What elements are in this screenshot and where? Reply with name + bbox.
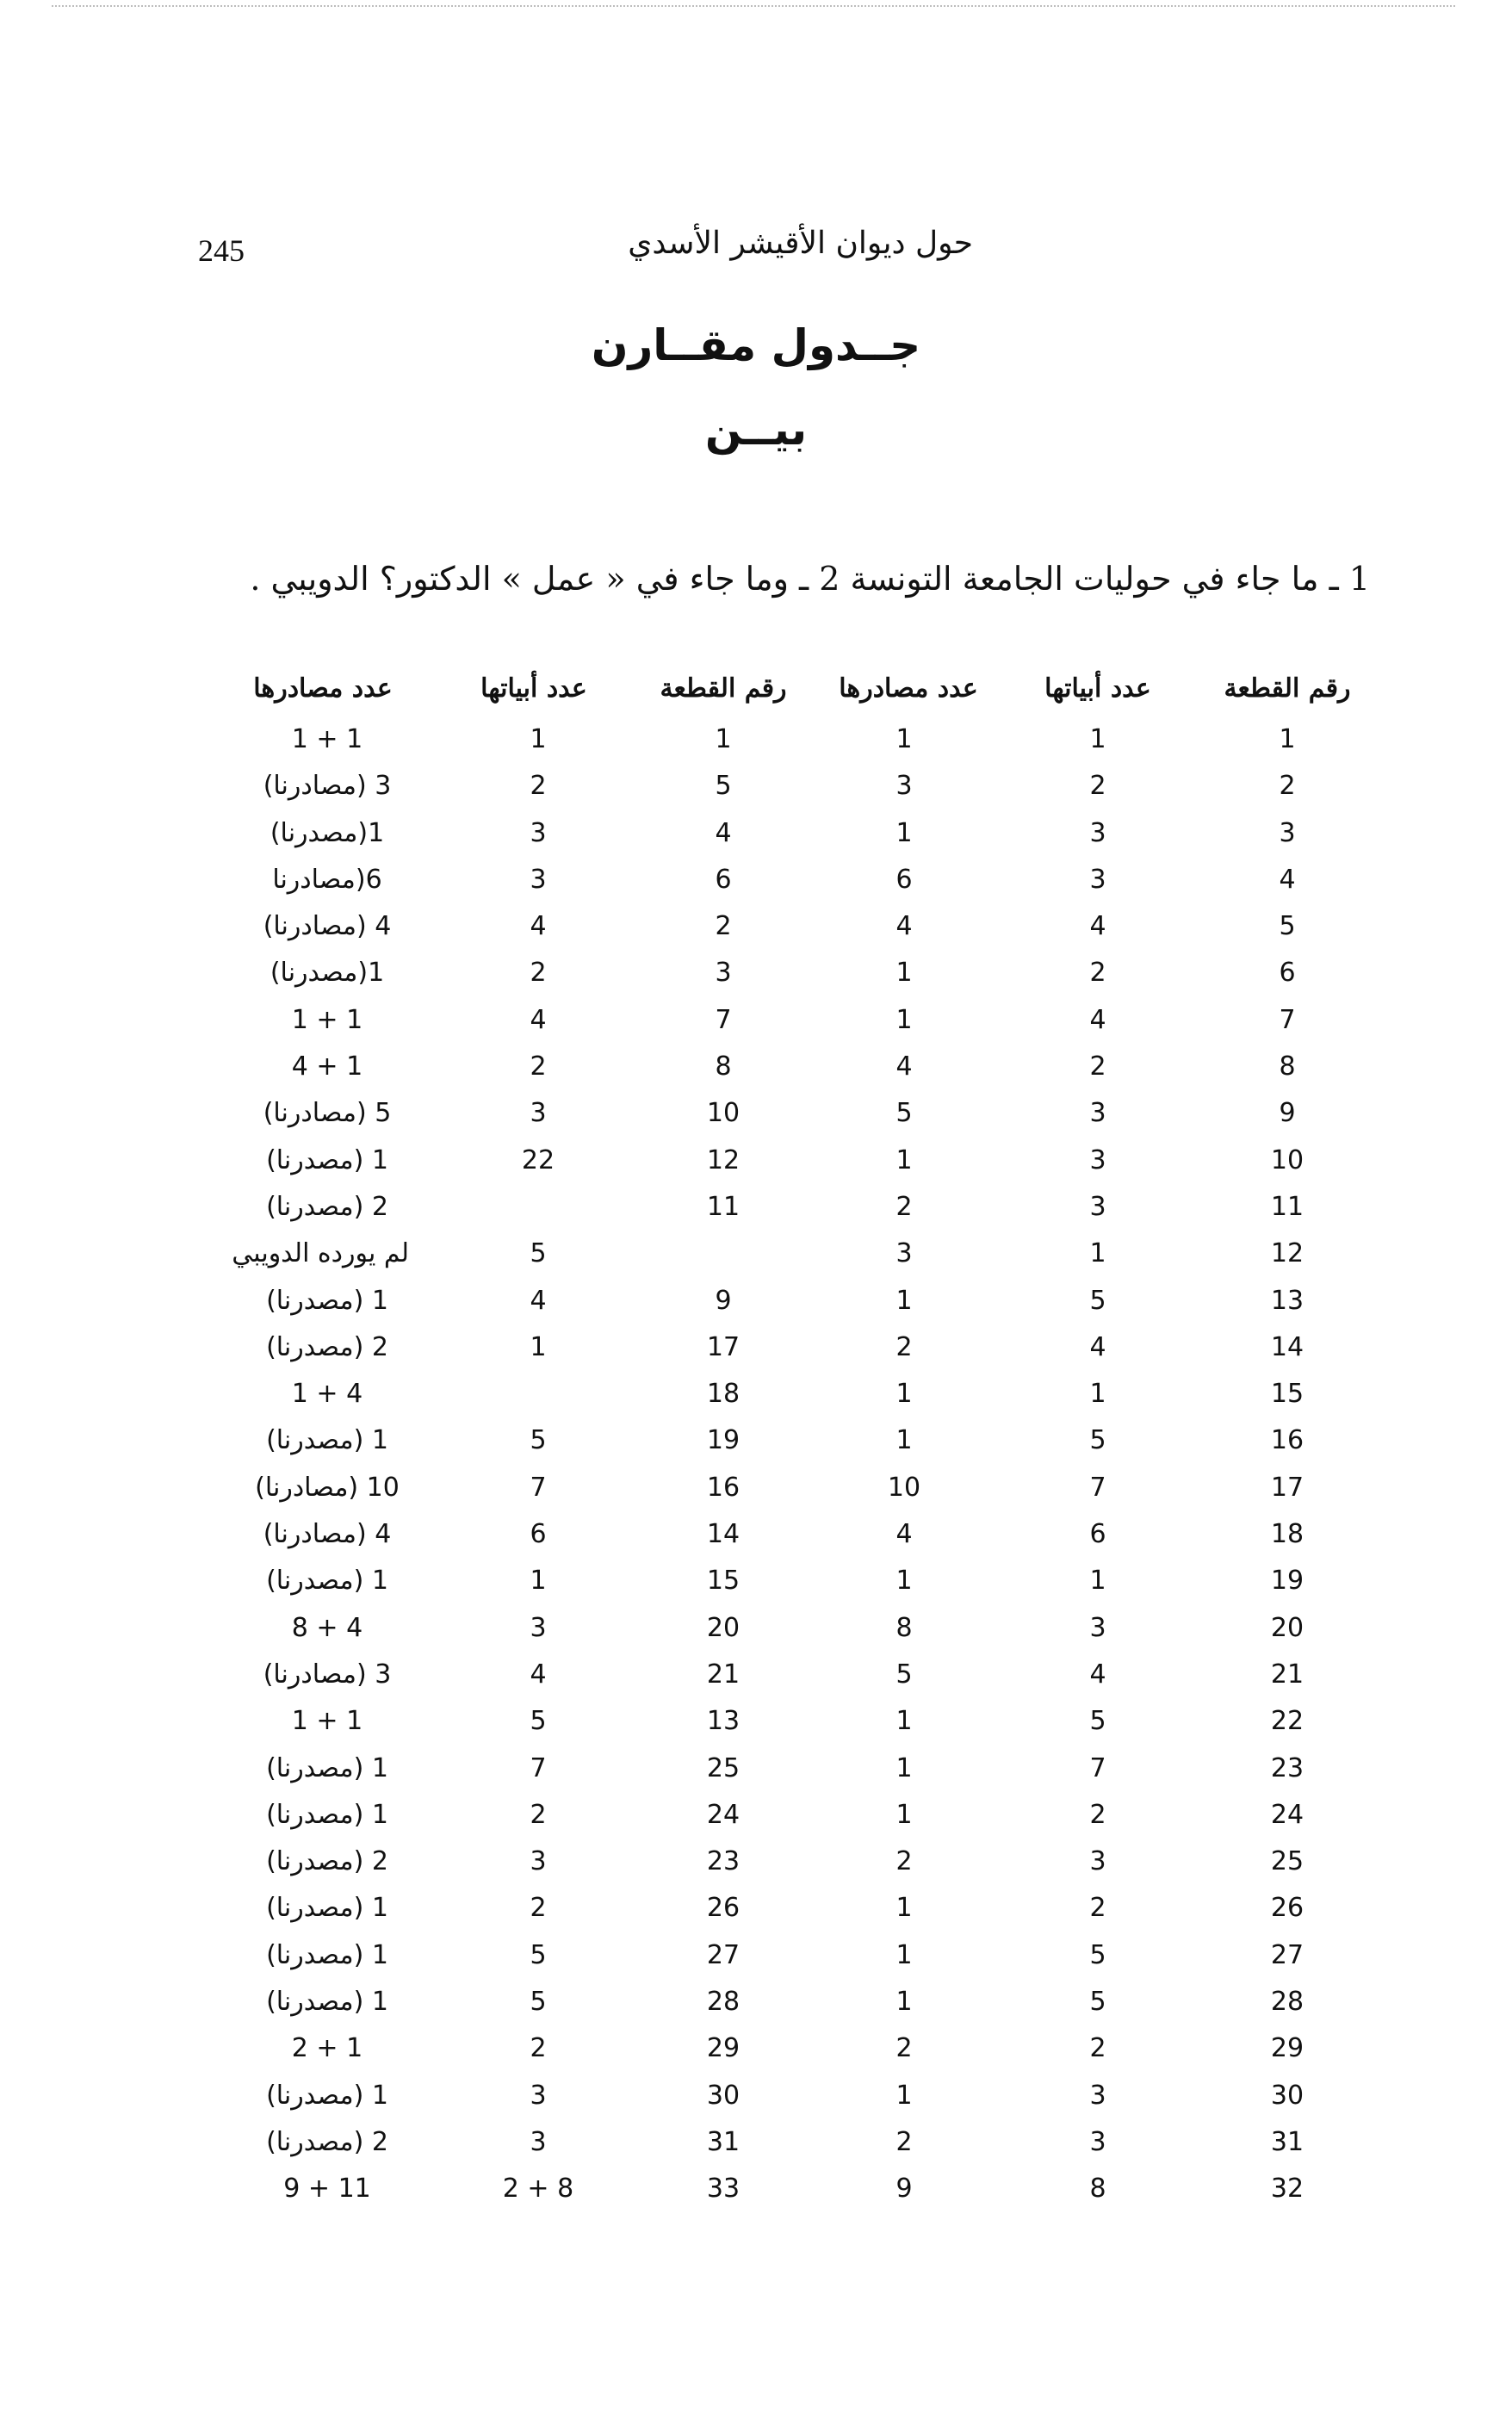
- table-cell: 3: [530, 2080, 547, 2111]
- table-cell: 29: [706, 2033, 741, 2064]
- table-cell: 8: [715, 1051, 732, 1082]
- table-row: [0, 1979, 1512, 2025]
- page-number: 245: [198, 233, 245, 268]
- table-cell: 10: [887, 1472, 921, 1503]
- table-cell: 4 (مصادرنا): [263, 1519, 392, 1550]
- table-cell: 4: [715, 817, 732, 848]
- table-cell: 1: [895, 958, 913, 989]
- table-row: [0, 1231, 1512, 1277]
- table-cell: 4: [1089, 1331, 1106, 1362]
- table-cell: 5: [1089, 1285, 1106, 1316]
- table-cell: 1: [895, 817, 913, 848]
- table-cell: 3: [1089, 864, 1106, 895]
- table-cell: 4: [895, 1519, 913, 1550]
- table-cell: 1 + 1: [291, 1004, 363, 1035]
- table-cell: 4 + 1: [291, 1379, 363, 1410]
- table-cell: 9: [1279, 1098, 1296, 1129]
- table-cell: 5: [895, 1659, 913, 1690]
- table-cell: 1(مصدرنا): [270, 817, 385, 848]
- table-cell: 6: [1279, 958, 1296, 989]
- table-cell: 3 (مصادرنا): [263, 771, 392, 802]
- table-cell: 2: [1089, 958, 1106, 989]
- table-cell: 2: [530, 1051, 547, 1082]
- table-cell: لم يورده الدويبي: [232, 1238, 409, 1269]
- table-cell: 3: [530, 817, 547, 848]
- table-cell: 1: [895, 1893, 913, 1924]
- table-row: [0, 1511, 1512, 1558]
- table-cell: 2: [895, 2126, 913, 2157]
- table-cell: 4: [895, 1051, 913, 1082]
- table-cell: 14: [706, 1519, 741, 1550]
- table-cell: 23: [706, 1846, 741, 1877]
- table-cell: 2: [530, 771, 547, 802]
- table-cell: 1: [895, 724, 913, 754]
- table-cell: 1: [530, 724, 547, 754]
- table-row: [0, 1090, 1512, 1137]
- table-cell: 17: [706, 1331, 741, 1362]
- table-cell: 3: [1089, 2080, 1106, 2111]
- table-cell: 1: [895, 1004, 913, 1035]
- table-row: [0, 810, 1512, 857]
- table-cell: 6: [715, 864, 732, 895]
- table-cell: 1: [530, 1331, 547, 1362]
- table-row: [0, 1465, 1512, 1511]
- table-cell: 3 (مصادرنا): [263, 1659, 392, 1690]
- table-cell: 15: [1270, 1379, 1304, 1410]
- table-cell: 2 (مصدرنا): [266, 1191, 388, 1222]
- table-cell: 3: [1089, 1191, 1106, 1222]
- table-cell: 1: [530, 1566, 547, 1597]
- table-cell: 4: [1089, 1004, 1106, 1035]
- table-cell: 12: [706, 1144, 741, 1175]
- table-cell: 22: [521, 1144, 555, 1175]
- table-cell: 3: [895, 1238, 913, 1269]
- table-row: [0, 1698, 1512, 1745]
- table-cell: 1: [895, 1379, 913, 1410]
- table-cell: 3: [1089, 1144, 1106, 1175]
- table-cell: 1: [895, 1425, 913, 1456]
- table-cell: 4: [530, 1659, 547, 1690]
- table-cell: 16: [1270, 1425, 1304, 1456]
- table-cell: 2: [1089, 1893, 1106, 1924]
- table-cell: 1: [895, 1566, 913, 1597]
- table-cell: 2: [895, 1846, 913, 1877]
- table-row: [0, 1792, 1512, 1839]
- table-cell: 1 (مصدرنا): [266, 1799, 388, 1830]
- table-cell: 5: [530, 1987, 547, 2018]
- table-row: [0, 1371, 1512, 1417]
- table-cell: 31: [706, 2126, 741, 2157]
- table-row: [0, 1839, 1512, 1885]
- table-cell: 1: [715, 724, 732, 754]
- table-cell: 14: [1270, 1331, 1304, 1362]
- table-cell: 25: [1270, 1846, 1304, 1877]
- table-cell: 4: [530, 911, 547, 942]
- table-row: [0, 1932, 1512, 1979]
- table-cell: 31: [1270, 2126, 1304, 2157]
- table-cell: 1: [1089, 1379, 1106, 1410]
- table-cell: 4: [895, 911, 913, 942]
- table-cell: 3: [1089, 1612, 1106, 1643]
- table-cell: 5: [1089, 1706, 1106, 1737]
- intro-line: 1 ـ ما جاء في حوليات الجامعة التونسة 2 ـ وما جاء في « عمل » الدكتور؟ الدويبي .: [250, 560, 1370, 598]
- table-cell: 1: [895, 2080, 913, 2111]
- table-cell: 2: [530, 2033, 547, 2064]
- table-cell: 5: [1089, 1939, 1106, 1970]
- table-cell: 4: [1089, 911, 1106, 942]
- table-subtitle: بيــن: [704, 405, 808, 455]
- table-cell: 30: [1270, 2080, 1304, 2111]
- table-cell: 13: [1270, 1285, 1304, 1316]
- table-cell: 2: [530, 1799, 547, 1830]
- table-cell: 7: [530, 1472, 547, 1503]
- table-cell: 26: [1270, 1893, 1304, 1924]
- table-cell: 3: [1089, 1098, 1106, 1129]
- table-cell: 2: [1089, 1051, 1106, 1082]
- table-cell: 2: [1279, 771, 1296, 802]
- table-cell: 3: [1279, 817, 1296, 848]
- table-cell: 24: [1270, 1799, 1304, 1830]
- table-cell: 7: [1089, 1472, 1106, 1503]
- table-cell: 1: [895, 1752, 913, 1783]
- table-header-row: [0, 663, 1512, 716]
- table-row: [0, 950, 1512, 996]
- table-cell: 21: [1270, 1659, 1304, 1690]
- table-cell: 1: [895, 1987, 913, 2018]
- table-cell: 6: [895, 864, 913, 895]
- table-cell: 1: [895, 1706, 913, 1737]
- table-row: [0, 1605, 1512, 1652]
- table-cell: 2 + 8: [502, 2174, 574, 2205]
- table-cell: 2: [1089, 771, 1106, 802]
- table-cell: 12: [1270, 1238, 1304, 1269]
- table-cell: 3: [530, 1612, 547, 1643]
- table-cell: 3: [715, 958, 732, 989]
- table-cell: 7: [1279, 1004, 1296, 1035]
- table-row: [0, 2119, 1512, 2166]
- table-cell: 16: [706, 1472, 741, 1503]
- table-cell: 1: [1089, 724, 1106, 754]
- page-header: [198, 226, 1059, 286]
- table-cell: 9: [895, 2174, 913, 2205]
- table-row: [0, 2166, 1512, 2212]
- table-cell: 5: [1089, 1987, 1106, 2018]
- table-cell: 32: [1270, 2174, 1304, 2205]
- table-cell: 17: [1270, 1472, 1304, 1503]
- table-cell: 26: [706, 1893, 741, 1924]
- table-title: جــدول مقــارن: [591, 320, 921, 370]
- table-cell: 5: [715, 771, 732, 802]
- table-cell: 7: [1089, 1752, 1106, 1783]
- table-cell: 3: [530, 864, 547, 895]
- table-cell: 10: [706, 1098, 741, 1129]
- table-cell: 1 (مصدرنا): [266, 1987, 388, 2018]
- table-cell: 15: [706, 1566, 741, 1597]
- table-cell: 1 + 2: [291, 2033, 363, 2064]
- running-title: حول ديوان الأقيشر الأسدي: [628, 226, 973, 261]
- table-cell: 30: [706, 2080, 741, 2111]
- scan-edge-line: [52, 5, 1455, 9]
- table-cell: 1: [1089, 1238, 1106, 1269]
- table-cell: 2 (مصدرنا): [266, 1846, 388, 1877]
- table-cell: 3: [530, 1846, 547, 1877]
- table-cell: 8: [1279, 1051, 1296, 1082]
- table-cell: 2 (مصدرنا): [266, 2126, 388, 2157]
- table-row: [0, 857, 1512, 903]
- table-row: [0, 1324, 1512, 1371]
- table-cell: 27: [706, 1939, 741, 1970]
- table-cell: 5: [530, 1238, 547, 1269]
- table-cell: 13: [706, 1706, 741, 1737]
- table-cell: 20: [706, 1612, 741, 1643]
- table-cell: 4 (مصادرنا): [263, 911, 392, 942]
- table-cell: 1 (مصدرنا): [266, 2080, 388, 2111]
- table-cell: 19: [706, 1425, 741, 1456]
- table-cell: 5: [895, 1098, 913, 1129]
- column-header: عدد مصادرها: [839, 673, 978, 704]
- table-row: [0, 1558, 1512, 1604]
- table-cell: 29: [1270, 2033, 1304, 2064]
- table-cell: 1 + 4: [291, 1051, 363, 1082]
- table-cell: 2: [895, 2033, 913, 2064]
- table-cell: 18: [1270, 1519, 1304, 1550]
- table-cell: 4: [530, 1285, 547, 1316]
- table-cell: 9: [715, 1285, 732, 1316]
- table-cell: 2: [895, 1331, 913, 1362]
- table-row: [0, 1184, 1512, 1231]
- table-cell: 1: [1279, 724, 1296, 754]
- table-cell: 1: [1089, 1566, 1106, 1597]
- column-header: عدد مصادرها: [253, 673, 393, 704]
- table-cell: 24: [706, 1799, 741, 1830]
- table-cell: 1: [895, 1939, 913, 1970]
- table-cell: 2 (مصدرنا): [266, 1331, 388, 1362]
- table-cell: 3: [1089, 1846, 1106, 1877]
- table-cell: 5: [1089, 1425, 1106, 1456]
- table-cell: 5: [530, 1425, 547, 1456]
- column-header: عدد أبياتها: [480, 673, 587, 704]
- table-cell: 8: [1089, 2174, 1106, 2205]
- table-cell: 3: [1089, 2126, 1106, 2157]
- table-cell: 6: [1089, 1519, 1106, 1550]
- table-row: [0, 763, 1512, 809]
- table-cell: 6: [530, 1519, 547, 1550]
- table-cell: 1 (مصدرنا): [266, 1893, 388, 1924]
- table-cell: 3: [1089, 817, 1106, 848]
- comparison-table: [0, 663, 1512, 2213]
- table-row: [0, 1044, 1512, 1090]
- table-cell: 1 (مصدرنا): [266, 1752, 388, 1783]
- table-cell: 1 (مصدرنا): [266, 1566, 388, 1597]
- table-cell: 19: [1270, 1566, 1304, 1597]
- table-cell: 4: [530, 1004, 547, 1035]
- table-cell: 11: [706, 1191, 741, 1222]
- table-cell: 1: [895, 1285, 913, 1316]
- table-cell: 11: [1270, 1191, 1304, 1222]
- table-cell: 3: [530, 2126, 547, 2157]
- table-row: [0, 2025, 1512, 2072]
- column-header: رقم القطعة: [1224, 673, 1351, 704]
- table-cell: 5: [530, 1939, 547, 1970]
- table-cell: 5 (مصادرنا): [263, 1098, 392, 1129]
- table-cell: 23: [1270, 1752, 1304, 1783]
- table-body: [0, 716, 1512, 2213]
- table-row: [0, 1417, 1512, 1464]
- table-cell: 4: [1089, 1659, 1106, 1690]
- table-cell: 1 (مصدرنا): [266, 1939, 388, 1970]
- table-cell: 2: [1089, 2033, 1106, 2064]
- table-row: [0, 997, 1512, 1044]
- table-cell: 11 + 9: [283, 2174, 371, 2205]
- column-header: عدد أبياتها: [1044, 673, 1151, 704]
- table-cell: 10 (مصادرنا): [255, 1472, 400, 1503]
- table-row: [0, 1885, 1512, 1932]
- table-cell: 2: [530, 958, 547, 989]
- table-cell: 6(مصادرنا: [272, 864, 382, 895]
- table-row: [0, 1652, 1512, 1698]
- table-row: [0, 1746, 1512, 1792]
- table-row: [0, 2073, 1512, 2119]
- table-cell: 1 + 1: [291, 1706, 363, 1737]
- table-cell: 3: [895, 771, 913, 802]
- table-cell: 1(مصدرنا): [270, 958, 385, 989]
- table-cell: 21: [706, 1659, 741, 1690]
- table-cell: 2: [1089, 1799, 1106, 1830]
- table-cell: 20: [1270, 1612, 1304, 1643]
- table-cell: 2: [895, 1191, 913, 1222]
- table-cell: 2: [530, 1893, 547, 1924]
- table-cell: 28: [1270, 1987, 1304, 2018]
- table-cell: 4 + 8: [291, 1612, 363, 1643]
- table-cell: 4: [1279, 864, 1296, 895]
- table-row: [0, 1278, 1512, 1324]
- table-cell: 1 + 1: [291, 724, 363, 754]
- table-cell: 1: [895, 1144, 913, 1175]
- table-cell: 27: [1270, 1939, 1304, 1970]
- table-row: [0, 1138, 1512, 1184]
- table-cell: 5: [530, 1706, 547, 1737]
- column-header: رقم القطعة: [660, 673, 787, 704]
- table-cell: 22: [1270, 1706, 1304, 1737]
- table-cell: 18: [706, 1379, 741, 1410]
- table-cell: 1: [895, 1799, 913, 1830]
- table-row: [0, 716, 1512, 763]
- table-cell: 1 (مصدرنا): [266, 1285, 388, 1316]
- table-cell: 10: [1270, 1144, 1304, 1175]
- table-cell: 7: [530, 1752, 547, 1783]
- table-cell: 3: [530, 1098, 547, 1129]
- table-cell: 2: [715, 911, 732, 942]
- table-cell: 33: [706, 2174, 741, 2205]
- table-cell: 25: [706, 1752, 741, 1783]
- table-cell: 5: [1279, 911, 1296, 942]
- table-cell: 1 (مصدرنا): [266, 1144, 388, 1175]
- table-row: [0, 903, 1512, 950]
- table-cell: 28: [706, 1987, 741, 2018]
- table-cell: 1 (مصدرنا): [266, 1425, 388, 1456]
- table-cell: 8: [895, 1612, 913, 1643]
- table-cell: 7: [715, 1004, 732, 1035]
